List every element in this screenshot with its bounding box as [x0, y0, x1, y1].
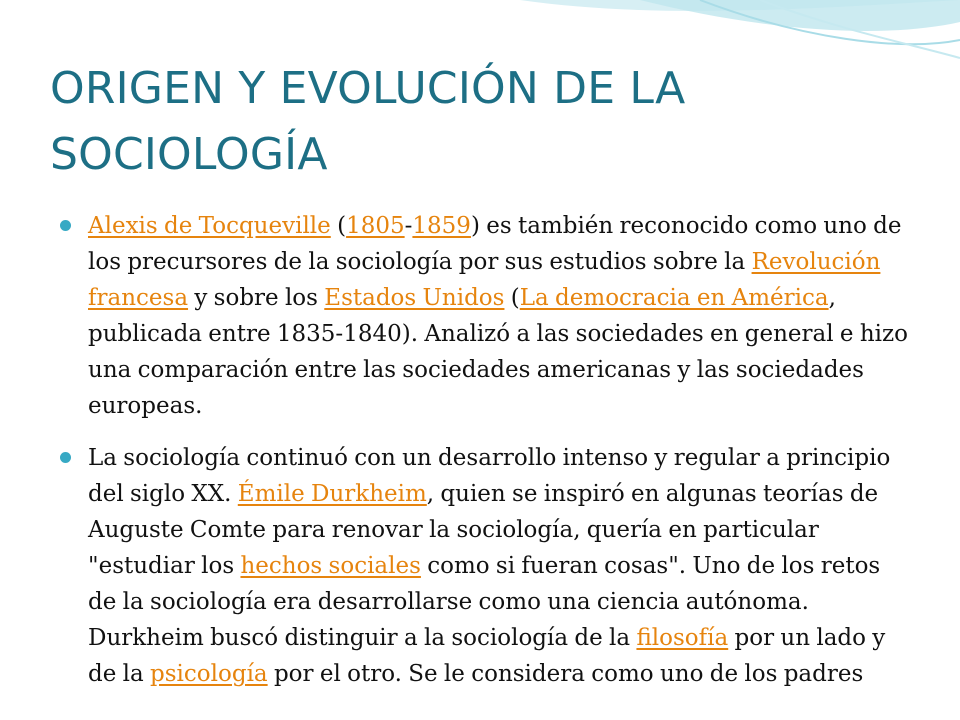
wave-line-1 — [700, 0, 960, 44]
link-estados-unidos[interactable]: Estados Unidos — [324, 285, 505, 311]
bullet-text: ) es también reconocido como uno de los precursores de la sociología por sus estudios sobre la — [88, 213, 902, 275]
bullet-text: por un lado y de la — [88, 625, 886, 687]
bullet-item-durkheim — [60, 440, 910, 692]
bullet-text: y sobre los — [188, 285, 325, 311]
link-1805[interactable]: 1805 — [346, 213, 405, 239]
bullet-text: , quien se inspiró en algunas teorías de Auguste Comte para renovar la sociología, quería en particular "estudiar los — [88, 481, 879, 579]
bullet-list — [60, 208, 910, 708]
bullet-text: ( — [504, 285, 520, 311]
wave-band-1 — [520, 0, 960, 11]
link-revolucion-francesa[interactable]: Revolución francesa — [88, 249, 881, 311]
wave-band-2 — [640, 0, 960, 31]
link-hechos-sociales[interactable]: hechos sociales — [240, 553, 421, 579]
link-la-democracia-en-america[interactable]: La democracia en América — [519, 285, 829, 311]
bullet-text: ( — [330, 213, 347, 239]
wave-line-2 — [760, 0, 960, 58]
link-emile-durkheim[interactable]: Émile Durkheim — [237, 481, 427, 507]
link-filosofia[interactable]: filosofía — [636, 625, 729, 651]
bullet-text: La sociología continuó con un desarrollo intenso y regular a principio del siglo XX. — [88, 445, 891, 507]
bullet-text: por el otro. Se le considera como uno de los padres — [267, 661, 864, 687]
bullet-dot-icon — [60, 220, 71, 231]
bullet-dot-icon — [60, 452, 71, 463]
link-alexis-de-tocqueville[interactable]: Alexis de Tocqueville — [88, 213, 331, 239]
bullet-text: - — [404, 213, 413, 239]
slide-title: ORIGEN Y EVOLUCIÓN DE LA SOCIOLOGÍA — [50, 63, 686, 180]
bullet-item-tocqueville — [60, 208, 910, 424]
bullet-text: como si fueran cosas". Uno de los retos de la sociología era desarrollarse como una ciencia autónoma. Durkheim buscó distinguir a la sociología de la — [88, 553, 881, 651]
link-psicologia[interactable]: psicología — [150, 661, 268, 687]
bullet-text: , publicada entre 1835-1840). Analizó a las sociedades en general e hizo una comparación entre las sociedades americanas y las sociedades europeas. — [88, 285, 908, 419]
link-1859[interactable]: 1859 — [412, 213, 471, 239]
